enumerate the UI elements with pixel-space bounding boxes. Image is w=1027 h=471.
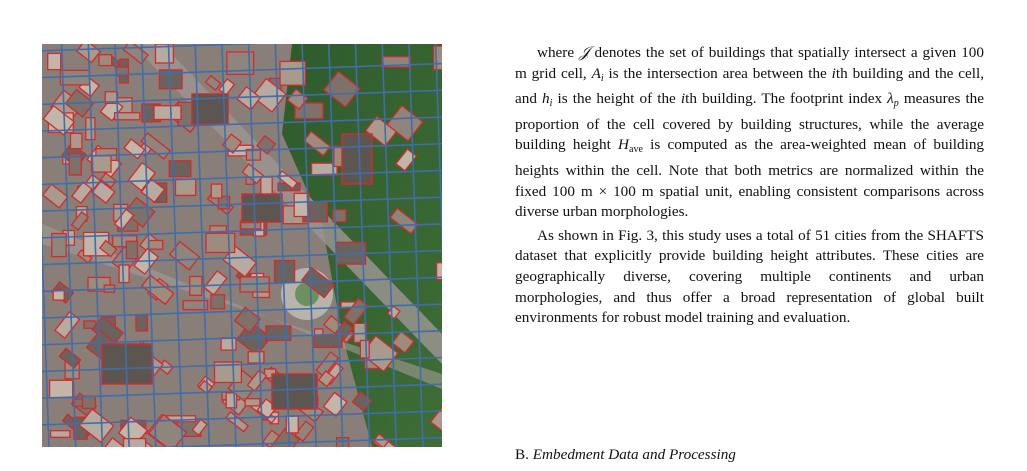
building-footprint — [434, 46, 442, 70]
building-footprint — [92, 156, 112, 172]
building-footprint — [266, 326, 291, 341]
building-footprint — [51, 431, 70, 438]
building-footprint — [71, 133, 82, 148]
building-footprint — [221, 338, 236, 350]
section-heading: B. Embedment Data and Processing — [515, 446, 736, 463]
building-footprint — [242, 194, 282, 222]
building-footprint — [119, 265, 129, 283]
building-footprint — [136, 315, 148, 331]
building-footprint — [241, 223, 261, 229]
building-footprint — [154, 106, 181, 120]
building-footprint — [275, 261, 295, 283]
body-text-column — [515, 42, 984, 329]
building-footprint — [99, 55, 112, 66]
building-footprint — [206, 233, 235, 252]
building-footprint — [245, 399, 260, 406]
building-footprint — [48, 53, 61, 69]
building-footprint — [83, 396, 96, 408]
building-footprint — [211, 295, 225, 309]
building-footprint — [124, 439, 146, 447]
paragraph-definitions: where 𝒥 denotes the set of buildings that spatially intersect a given 100 m grid cell, Ai is the intersection area between the ith building and the cell, and hi is the height of the ith building. The footprint index λp measures the proportion of the cell covered by building structures, while the average building height $H_{ave}$ is computed as the area-weighted mean of building heights within the cell. Note that both metrics are normalized within the fixed 100 m × 100 m spatial unit, enabling consistent comparisons across diverse urban morphologies. — [515, 43, 985, 221]
building-footprint — [176, 179, 196, 195]
aerial-grid-figure — [42, 44, 442, 447]
building-footprint — [280, 61, 305, 85]
aerial-map-image — [42, 44, 442, 447]
building-footprint — [60, 70, 89, 85]
building-footprint — [248, 352, 264, 363]
building-footprint — [211, 184, 222, 198]
building-footprint — [272, 374, 317, 409]
building-footprint — [342, 134, 372, 184]
building-footprint — [314, 335, 342, 347]
paragraph-dataset: As shown in Fig. 3, this study uses a total of 51 cities from the SHAFTS dataset that explicitly provide building height attributes. These cities are geographically diverse, covering multiple continents and urban morphologies, and thus offer a broad representation of global built environments for robust model training and evaluation. — [515, 226, 984, 327]
building-footprint — [360, 340, 369, 358]
building-footprint — [126, 241, 137, 258]
building-footprint — [149, 241, 163, 250]
building-footprint — [50, 380, 73, 397]
